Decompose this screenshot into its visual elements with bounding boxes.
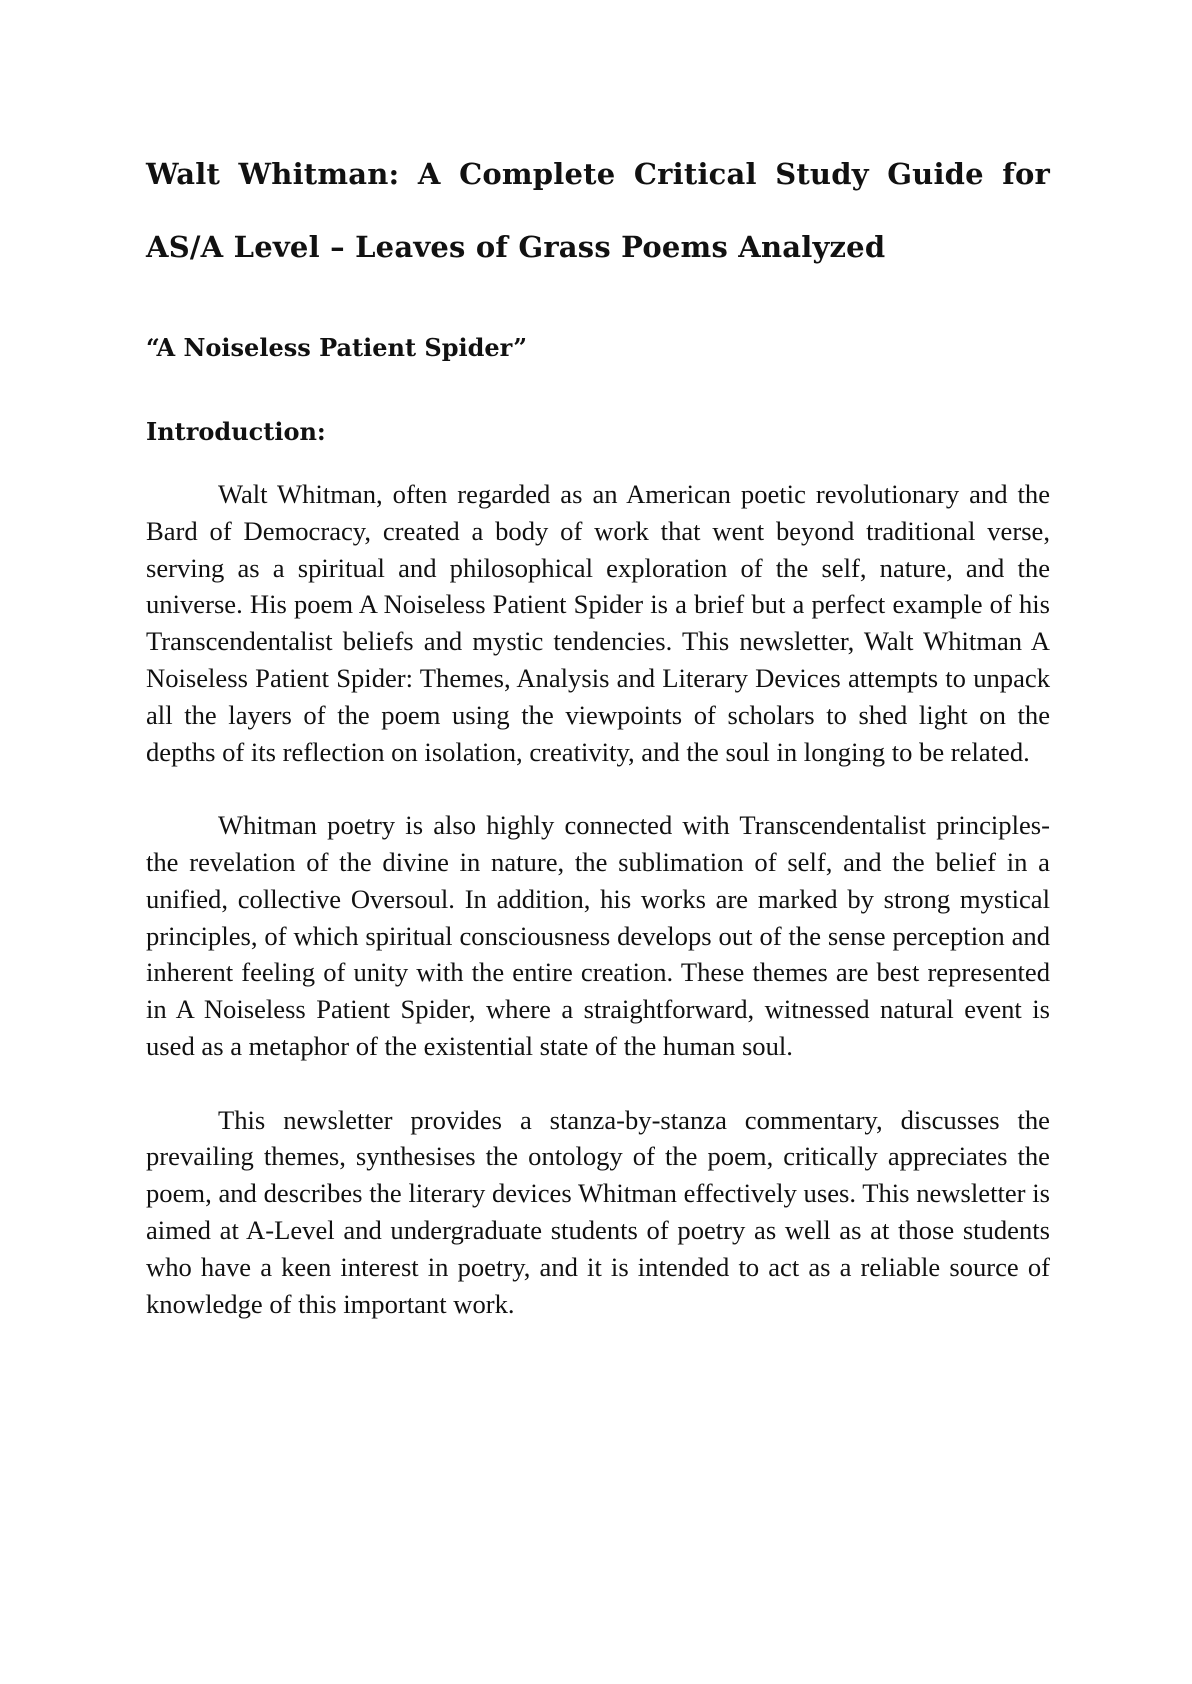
introduction-heading: Introduction: [146,417,326,446]
paragraph-1: Walt Whitman, often regarded as an American poetic revolutionary and the Bard of Democracy, created a body of work that went beyond traditional verse, serving as a spiritual and philosophical exploration of the self, nature, and the universe. His poem A Noiseless Patient Spider is a brief but a perfect example of his Transcendentalist beliefs and mystic tendencies. This newsletter, Walt Whitman A Noiseless Patient Spider: Themes, Analysis and Literary Devices attempts to unpack all the layers of the poem using the viewpoints of scholars to shed light on the depths of its reflection on isolation, creativity, and the soul in longing to be related. [146,479,1050,767]
paragraph-3: This newsletter provides a stanza-by-stanza commentary, discusses the prevailing themes, synthesises the ontology of the poem, critically appreciates the poem, and describes the literary devices Whitman effectively uses. This newsletter is aimed at A-Level and undergraduate students of poetry as well as at those students who have a keen interest in poetry, and it is intended to act as a reliable source of knowledge of this important work. [146,1104,1050,1319]
document-title: Walt Whitman: A Complete Critical Study Guide for AS/A Level – Leaves of Grass Poems Analyzed [146,157,1050,264]
introduction-body [146,476,1050,1359]
poem-title: “A Noiseless Patient Spider” [146,333,528,362]
paragraph-2: Whitman poetry is also highly connected with Transcendentalist principles- the revelation of the divine in nature, the sublimation of self, and the belief in a unified, collective Oversoul. In addition, his works are marked by strong mystical principles, of which spiritual consciousness develops out of the sense perception and inherent feeling of unity with the entire creation. These themes are best represented in A Noiseless Patient Spider, where a straightforward, witnessed natural event is used as a metaphor of the existential state of the human soul. [146,810,1050,1061]
